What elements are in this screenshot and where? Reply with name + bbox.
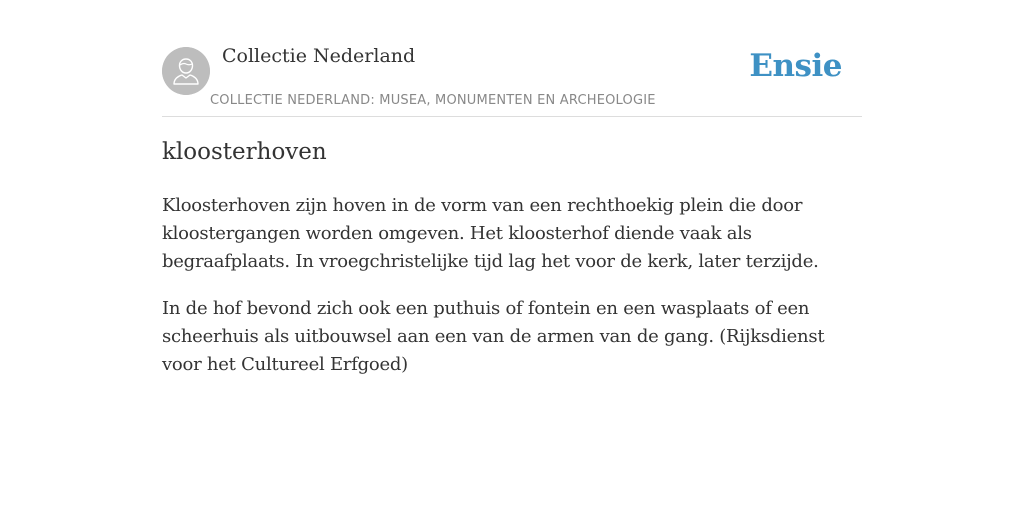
author-avatar[interactable] [162,47,210,95]
page-container [162,0,862,375]
article-title: kloosterhoven [162,139,327,165]
user-icon [162,47,210,95]
article-paragraph: Kloosterhoven zijn hoven in de vorm van een rechthoekig plein die door kloostergangen worden omgeven. Het kloosterhof diende vaak als begraafplaats. In vroegchristelijke tijd lag het voor de kerk, later terzijde. [162,195,819,272]
author-name[interactable]: Collectie Nederland [222,45,416,67]
page-header [162,0,862,117]
collection-title[interactable]: COLLECTIE NEDERLAND: MUSEA, MONUMENTEN EN ARCHEOLOGIE [210,93,656,108]
brand-logo[interactable]: Ensie [749,48,842,84]
article-paragraph: In de hof bevond zich ook een puthuis of fontein en een wasplaats of een scheerhuis als uitbouwsel aan een van de armen van de gang. (Rijksdienst voor het Cultureel Erfgoed) [162,298,825,375]
article-body [162,192,862,398]
